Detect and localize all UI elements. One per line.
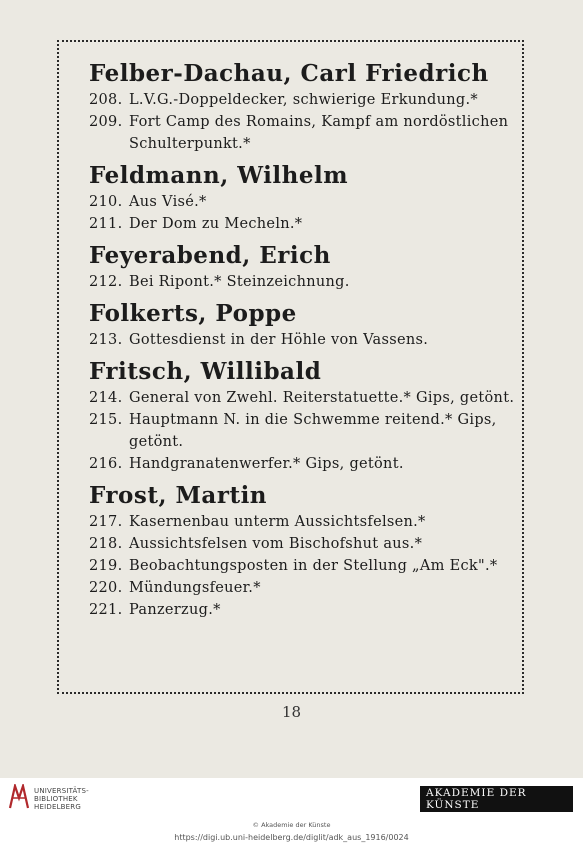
library-logo[interactable] (8, 784, 89, 814)
catalog-entry (89, 599, 534, 621)
entry-title: Kasernenbau unterm Aussichtsfelsen.* (129, 514, 426, 530)
artist-group (89, 240, 534, 293)
artist-name: Frost, Martin (89, 482, 268, 509)
entry-number: 211. (89, 216, 123, 232)
entry-title: Hauptmann N. in die Schwemme reitend.* Gips, getönt. (129, 412, 497, 450)
catalog-entry (89, 409, 534, 453)
library-name-line: HEIDELBERG (34, 803, 81, 811)
entry-title: Gottesdienst in der Höhle von Vassens. (129, 332, 429, 348)
artist-group (89, 480, 534, 621)
copyright-notice: © Akademie der Künste (252, 821, 331, 829)
library-name-line: UNIVERSITÄTS- (34, 787, 89, 795)
artist-group (89, 58, 534, 155)
catalog-entry (89, 555, 534, 577)
catalog-entry (89, 329, 534, 351)
page-number: 18 (281, 703, 302, 721)
entry-number: 214. (89, 390, 123, 406)
entry-title: Beobachtungsposten in der Stellung „Am Eck".* (129, 558, 498, 574)
entry-title: Bei Ripont.* Steinzeichnung. (129, 274, 350, 290)
catalog-entry (89, 453, 534, 475)
akademie-logo-text: AKADEMIE DER KÜNSTE (419, 783, 574, 815)
catalog-entry (89, 213, 534, 235)
catalog-content (89, 58, 534, 626)
permalink[interactable]: https://digi.ub.uni-heidelberg.de/diglit/adk_aus_1916/0024 (174, 833, 409, 842)
entry-number: 209. (89, 114, 123, 130)
library-name-line: BIBLIOTHEK (34, 795, 78, 803)
entry-title: Aus Visé.* (129, 194, 207, 210)
catalog-entry (89, 271, 534, 293)
entry-title: Der Dom zu Mecheln.* (129, 216, 303, 232)
entry-number: 218. (89, 536, 123, 552)
artist-name: Felber-Dachau, Carl Friedrich (89, 60, 489, 87)
catalog-entry (89, 191, 534, 213)
entry-title: Mündungsfeuer.* (129, 580, 261, 596)
library-seal-icon (8, 784, 30, 814)
catalog-entry (89, 111, 534, 155)
entry-number: 220. (89, 580, 123, 596)
entry-number: 215. (89, 412, 123, 428)
entry-title: L.V.G.-Doppeldecker, schwierige Erkundung.* (129, 92, 478, 108)
entry-number: 219. (89, 558, 123, 574)
entry-title: Handgranatenwerfer.* Gips, getönt. (129, 456, 404, 472)
catalog-entry (89, 577, 534, 599)
artist-name: Feldmann, Wilhelm (89, 162, 349, 189)
entry-number: 213. (89, 332, 123, 348)
artist-name: Folkerts, Poppe (89, 300, 297, 327)
entry-title: General von Zwehl. Reiterstatuette.* Gips, getönt. (129, 390, 515, 406)
artist-group (89, 356, 534, 475)
entry-number: 216. (89, 456, 123, 472)
artist-group (89, 298, 534, 351)
entry-title: Aussichtsfelsen vom Bischofshut aus.* (129, 536, 423, 552)
entry-number: 208. (89, 92, 123, 108)
catalog-entry (89, 533, 534, 555)
akademie-logo[interactable] (419, 786, 574, 812)
entry-title: Fort Camp des Romains, Kampf am nordöstlichen Schulterpunkt.* (129, 114, 509, 152)
viewer-footer (0, 778, 583, 847)
catalog-entry (89, 89, 534, 111)
artist-name: Feyerabend, Erich (89, 242, 331, 269)
entry-title: Panzerzug.* (129, 602, 221, 618)
entry-number: 210. (89, 194, 123, 210)
entry-number: 212. (89, 274, 123, 290)
library-name (34, 787, 89, 811)
artist-group (89, 160, 534, 235)
catalog-entry (89, 511, 534, 533)
artist-name: Fritsch, Willibald (89, 358, 322, 385)
catalog-entry (89, 387, 534, 409)
entry-number: 221. (89, 602, 123, 618)
entry-number: 217. (89, 514, 123, 530)
